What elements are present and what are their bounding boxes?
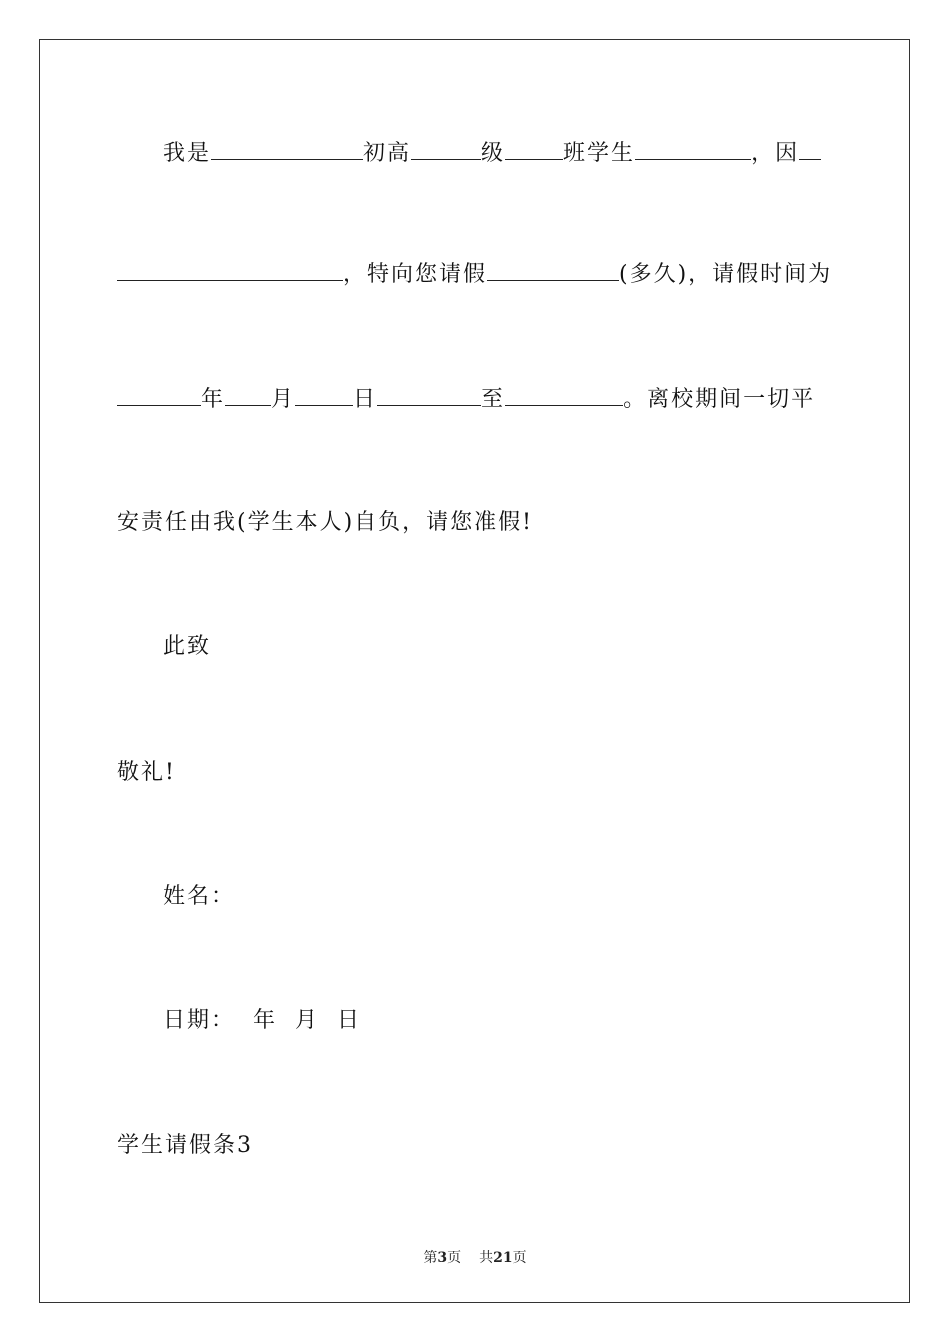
form-line-4: 安责任由我(学生本人)自负，请您准假! bbox=[117, 510, 534, 535]
footer-total-prefix: 共 bbox=[479, 1250, 494, 1266]
salutation: 此致 bbox=[163, 634, 212, 659]
blank-name bbox=[211, 137, 363, 160]
footer-page-suffix: 页 bbox=[447, 1250, 462, 1266]
text-segment: (多久)，请假时间为 bbox=[619, 262, 833, 287]
text-segment: 日 bbox=[353, 387, 378, 412]
footer-page-number: 3 bbox=[437, 1250, 448, 1266]
blank-to-time bbox=[505, 383, 623, 406]
text-segment: 年 bbox=[201, 387, 226, 412]
blank-year bbox=[117, 383, 201, 406]
footer-total-number: 21 bbox=[493, 1250, 513, 1266]
blank-reason bbox=[117, 258, 343, 281]
blank-month bbox=[225, 383, 271, 406]
page-border bbox=[39, 39, 910, 1303]
text-segment: 月 bbox=[271, 387, 296, 412]
section-title: 学生请假条3 bbox=[117, 1133, 253, 1158]
date-label: 日期： 年 月 日 bbox=[163, 1008, 361, 1033]
form-line-3 bbox=[117, 383, 833, 415]
text-segment: 。离校期间一切平 bbox=[623, 387, 816, 412]
blank-from-time bbox=[377, 383, 481, 406]
text-segment: ，特向您请假 bbox=[343, 262, 488, 287]
blank-grade bbox=[411, 137, 481, 160]
blank-duration bbox=[487, 258, 619, 281]
text-segment: 级 bbox=[481, 141, 506, 166]
form-line-2 bbox=[117, 258, 833, 290]
blank-student bbox=[635, 137, 751, 160]
text-segment: 班学生 bbox=[563, 141, 636, 166]
page-footer bbox=[0, 1247, 950, 1267]
text-segment: 初高 bbox=[363, 141, 412, 166]
blank-class bbox=[505, 137, 563, 160]
footer-total-suffix: 页 bbox=[512, 1250, 527, 1266]
text-segment: 我是 bbox=[163, 141, 212, 166]
form-line-1 bbox=[163, 137, 833, 169]
text-segment: ，因 bbox=[751, 141, 800, 166]
closing: 敬礼! bbox=[117, 760, 176, 785]
name-label: 姓名： bbox=[163, 884, 236, 909]
blank-reason-start bbox=[799, 137, 821, 160]
footer-page-prefix: 第 bbox=[423, 1250, 438, 1266]
blank-day bbox=[295, 383, 353, 406]
text-segment: 至 bbox=[481, 387, 506, 412]
